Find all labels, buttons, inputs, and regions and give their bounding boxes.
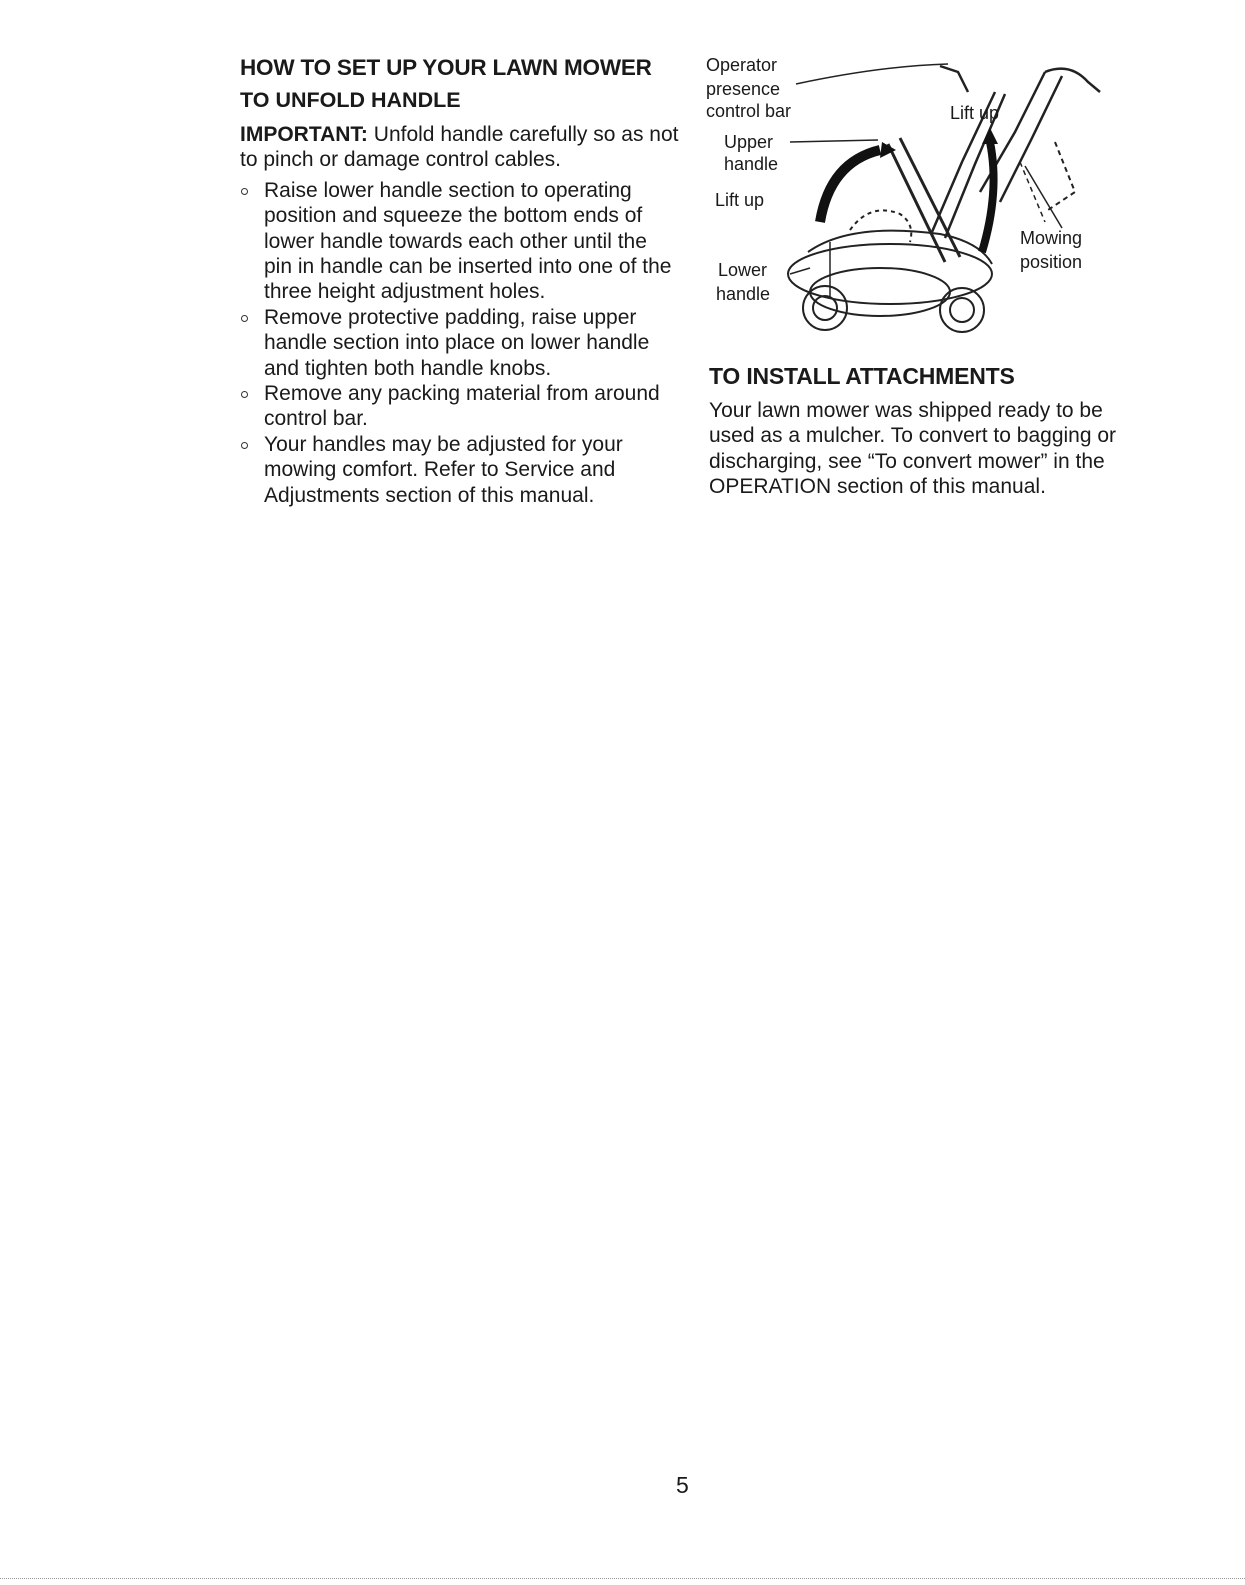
list-item [240, 432, 680, 508]
list-item [240, 178, 680, 305]
important-label: IMPORTANT: [240, 123, 368, 146]
label-handle-lower: handle [716, 284, 771, 304]
label-mowing: Mowing [1020, 228, 1083, 248]
label-position: position [1020, 252, 1083, 272]
label-handle-upper: handle [724, 154, 779, 174]
attachments-heading: TO INSTALL ATTACHMENTS [709, 363, 1015, 389]
label-upper: Upper [724, 132, 774, 152]
subsection-heading: TO UNFOLD HANDLE [240, 88, 461, 112]
important-text: Unfold handle carefully so as not to pinch or damage control cables. [240, 123, 679, 172]
section-heading: HOW TO SET UP YOUR LAWN MOWER [240, 55, 652, 80]
list-item-text: Remove protective padding, raise upper handle section into place on lower handle and tighten both handle knobs. [264, 305, 650, 380]
instruction-list [240, 178, 680, 508]
right-column [709, 362, 1139, 500]
page-number: 5 [676, 1472, 689, 1498]
important-note [240, 122, 680, 173]
list-item-text: Remove any packing material from around control bar. [264, 382, 660, 431]
list-item-text: Your handles may be adjusted for your mowing comfort. Refer to Service and Adjustments section of this manual. [264, 432, 623, 507]
list-item-text: Raise lower handle section to operating position and squeeze the bottom ends of lower handle towards each other until the pin in handle can be inserted into one of the three height adjustment holes. [264, 178, 672, 304]
bullet-icon [241, 442, 248, 449]
label-lower: Lower [718, 260, 768, 280]
left-column [240, 54, 680, 508]
bullet-icon [241, 391, 248, 398]
bottom-divider [0, 1578, 1245, 1579]
label-lift-up-left: Lift up [715, 190, 765, 210]
list-item [240, 381, 680, 432]
label-control-bar: control bar [706, 101, 792, 121]
attachments-body: Your lawn mower was shipped ready to be used as a mulcher. To convert to bagging or discharging, see “To convert mower” in the OPERATION section of this manual. [709, 399, 1117, 499]
label-presence: presence [706, 79, 781, 99]
label-lift-up-right: Lift up [950, 103, 1000, 123]
mower-handle-illustration [700, 52, 1120, 352]
list-item [240, 305, 680, 381]
label-operator: Operator [706, 55, 778, 75]
bullet-icon [241, 315, 248, 322]
bullet-icon [241, 188, 248, 195]
